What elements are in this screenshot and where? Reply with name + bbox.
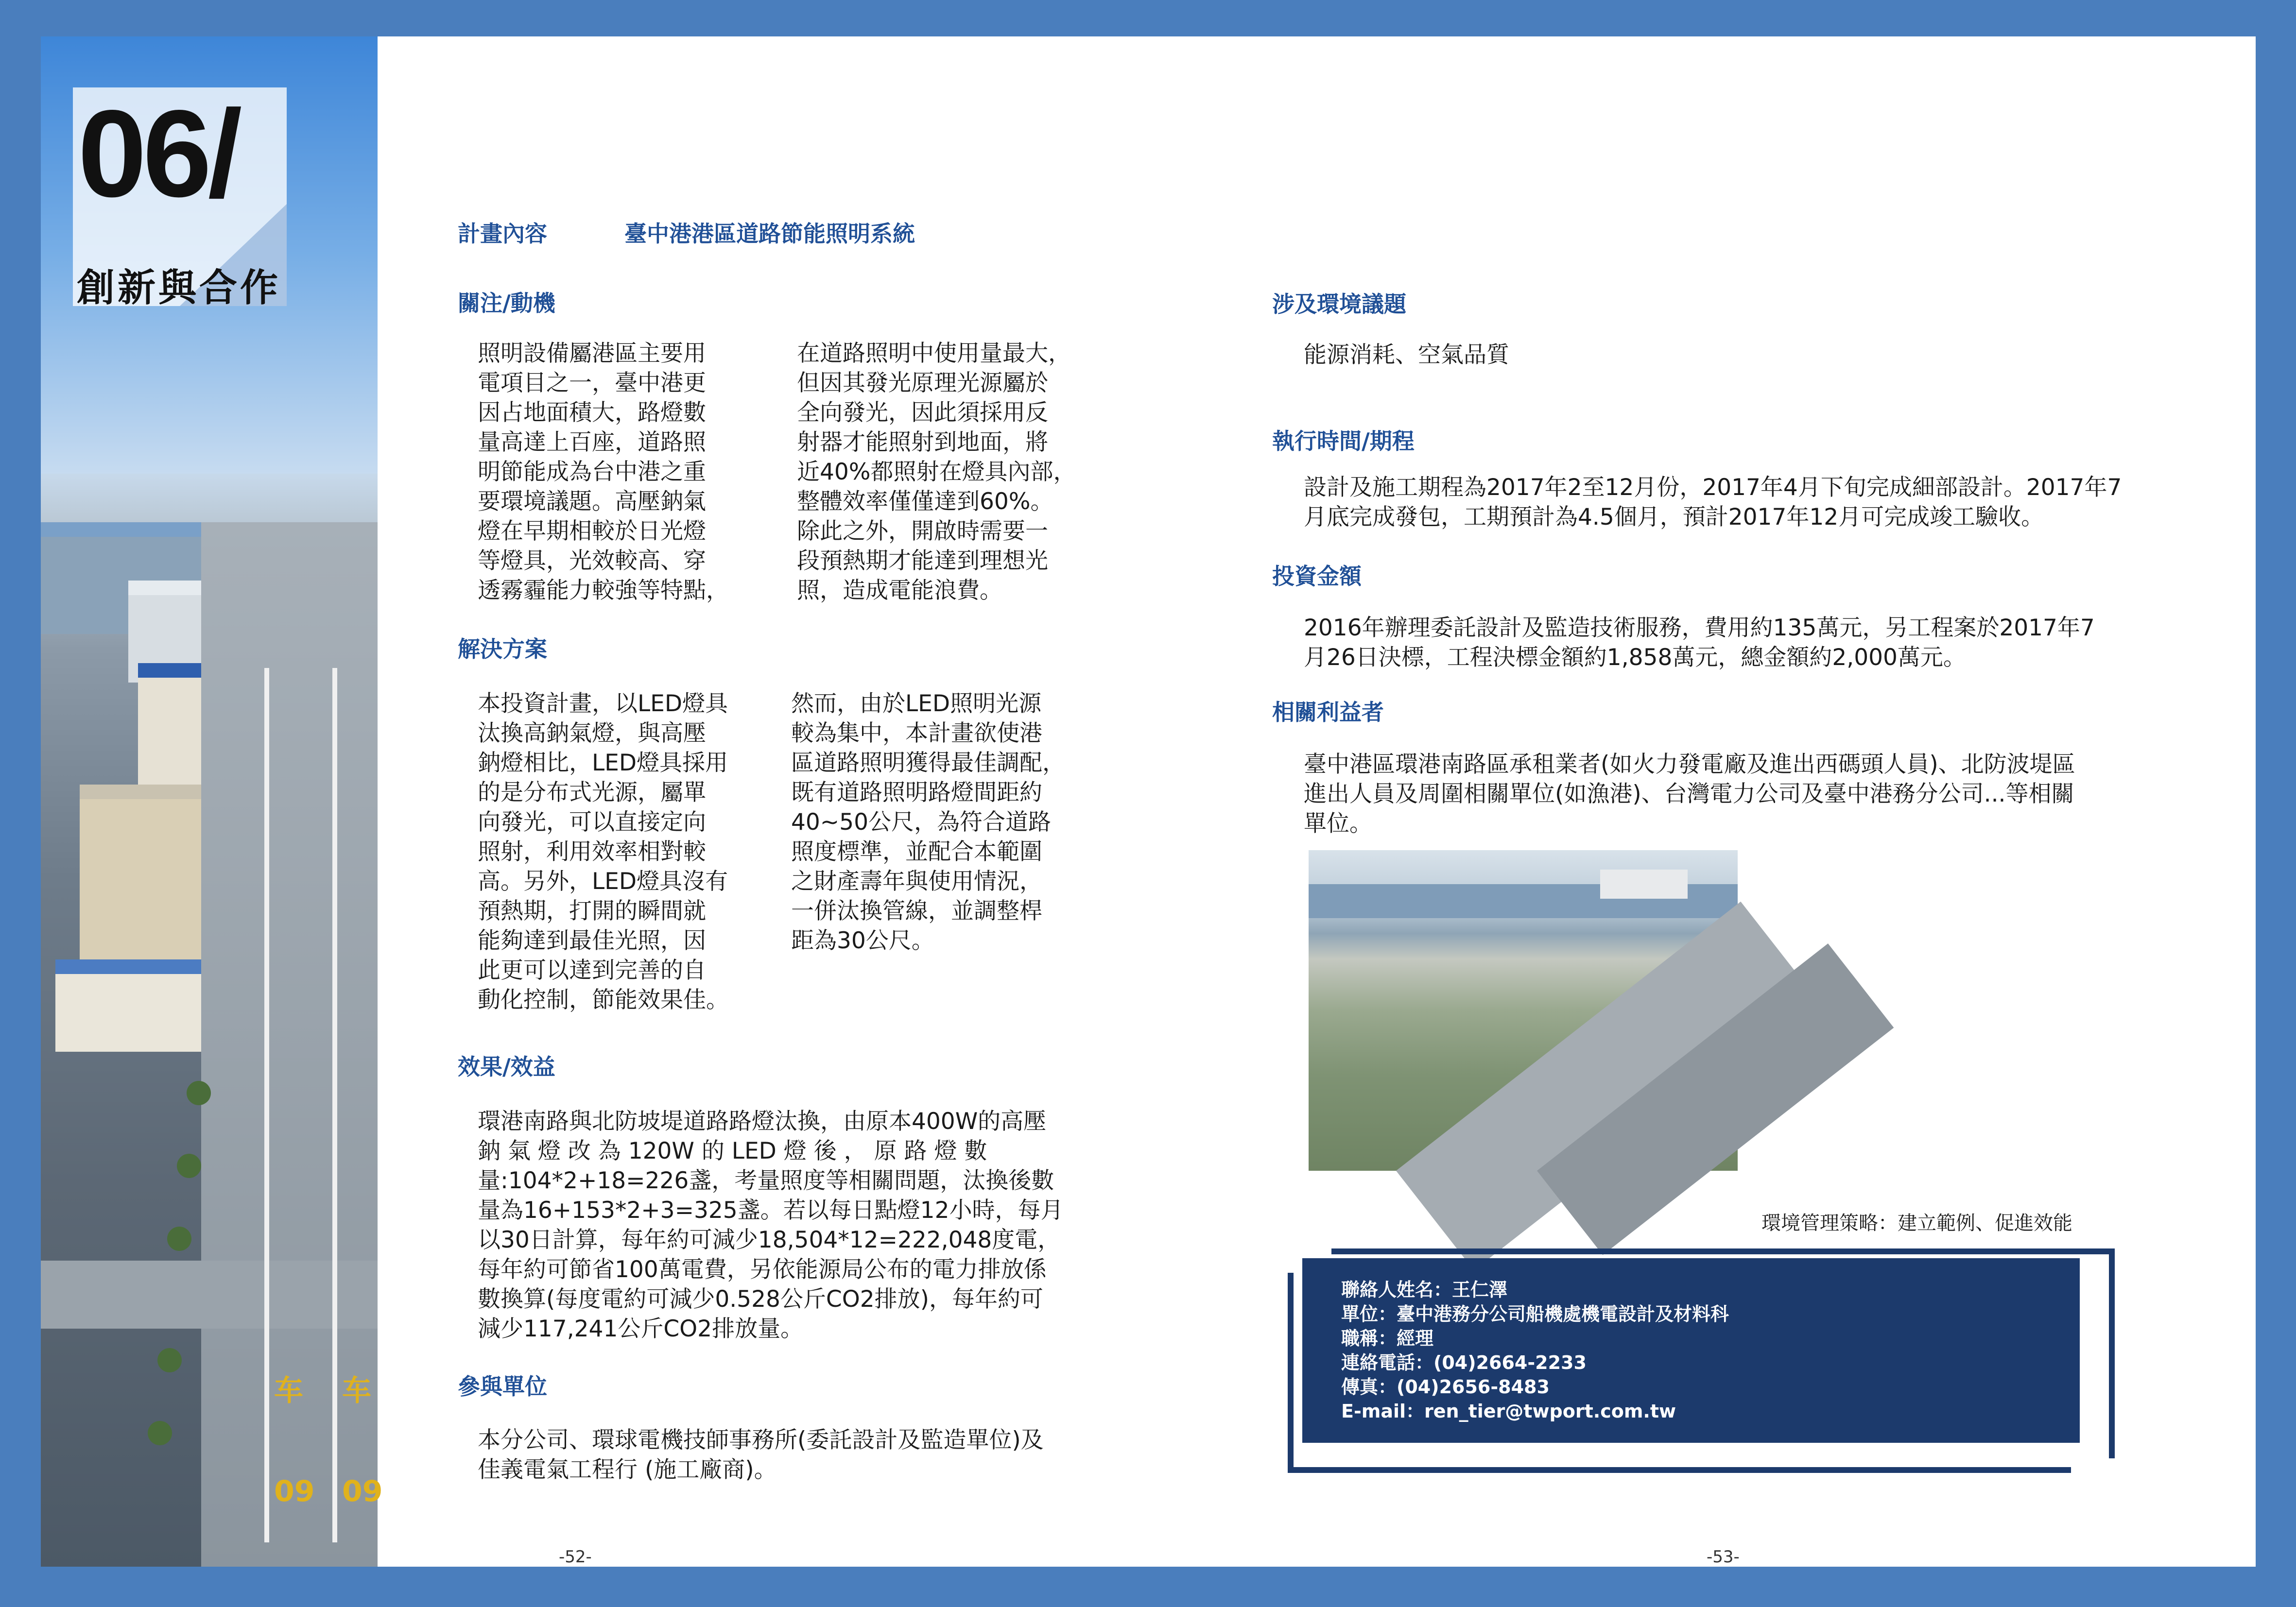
schedule-text: 設計及施工期程為2017年2至12月份，2017年4月下旬完成細部設計。2017年7 月底完成發包，工期預計為4.5個月，預計2017年12月可完成竣工驗收。 — [1304, 474, 2122, 530]
stakeholders-heading: 相關利益者 — [1272, 699, 1384, 725]
harbor-aerial-photo: 车 车 09 09 — [41, 36, 378, 1567]
contact-name: 聯絡人姓名：王仁澤 — [1341, 1279, 1508, 1300]
investment-heading: 投資金額 — [1272, 563, 1362, 589]
stakeholders-text: 臺中港區環港南路區承租業者(如火力發電廠及進出西碼頭人員)、北防波堤區 進出人員及周圍相關單位(如漁港)、台灣電力公司及臺中港務分公司...等相關 單位。 — [1304, 751, 2075, 837]
contact-box — [1302, 1258, 2080, 1443]
harbor-road-photo — [1309, 850, 1738, 1171]
motivation-col1: 照明設備屬港區主要用 電項目之一，臺中港更 因占地面積大，路燈數 量高達上百座，道路照 明節能成為台中港之重 要環境議題。高壓鈉氣 燈在早期相較於日光燈 等燈具，光效較高、穿 透霧霾能力較強等特點， — [478, 340, 729, 604]
chapter-number: 06/ — [78, 85, 239, 223]
contact-fax: 傳真：(04)2656-8483 — [1341, 1376, 1550, 1398]
solution-col2: 然而，由於LED照明光源 較為集中，本計畫欲使港 區道路照明獲得最佳調配， 既有道路照明路燈間距約 40~50公尺，為符合道路 照度標準，並配合本範圍 之財產壽年與使用情況， 一併汰換管線，並調整桿 距為30公尺。 — [791, 690, 1065, 954]
participants-heading: 參與單位 — [458, 1373, 547, 1400]
results-text: 環港南路與北防坡堤道路路燈汰換，由原本400W的高壓 鈉 氣 燈 改 為 120W 的 LED 燈 後 ， 原 路 燈 數 量:104*2+18=226盞，考量照度等相關問題，汰換後數 量為16+153*2+3=325盞。若以每日點燈12小時，每月 以30日計算，每年約可減少18,504*12=222,048度電， 每年約可節省100萬電費，另依能源局公布的電力排放係 數換算(每度電約可減少0.528公斤CO2排放)，每年約可 減少117,241公斤CO2排放量。 — [478, 1108, 1064, 1342]
motivation-col2: 在道路照明中使用量最大， 但因其發光原理光源屬於 全向發光，因此須採用反 射器才能照射到地面，將 近40%都照射在燈具內部， 整體效率僅僅達到60%。 除此之外，開啟時需要一 段預熱期才能達到理想光 照，造成電能浪費。 — [797, 340, 1076, 604]
contact-email[interactable]: E-mail：ren_tier@twport.com.tw — [1341, 1401, 1676, 1422]
contact-unit: 單位：臺中港務分公司船機處機電設計及材料科 — [1341, 1303, 1729, 1325]
strategy-note: 環境管理策略：建立範例、促進效能 — [1761, 1212, 2072, 1234]
project-name: 臺中港港區道路節能照明系統 — [624, 221, 915, 247]
motivation-heading: 關注/動機 — [458, 290, 555, 316]
participants-text: 本分公司、環球電機技師事務所(委託設計及監造單位)及 佳義電氣工程行 (施工廠商)。 — [478, 1427, 1044, 1483]
chapter-title: 創新與合作 — [77, 266, 281, 310]
contact-title: 職稱：經理 — [1341, 1328, 1434, 1349]
page-number-right: -53- — [1707, 1547, 1740, 1567]
contact-phone: 連絡電話：(04)2664-2233 — [1341, 1352, 1587, 1373]
solution-heading: 解決方案 — [458, 636, 547, 662]
investment-text: 2016年辦理委託設計及監造技術服務，費用約135萬元，另工程案於2017年7 月26日決標，工程決標金額約1,858萬元，總金額約2,000萬元。 — [1304, 615, 2095, 671]
results-heading: 效果/效益 — [458, 1054, 555, 1080]
schedule-heading: 執行時間/期程 — [1272, 428, 1415, 454]
solution-col1: 本投資計畫，以LED燈具 汰換高鈉氣燈，與高壓 鈉燈相比，LED燈具採用 的是分布式光源，屬單 向發光，可以直接定向 照射，利用效率相對較 高。另外，LED燈具沒有 預熱期，打開的瞬間就 能夠達到最佳光照，因 此更可以達到完善的自 動化控制，節能效果佳。 — [478, 690, 729, 1013]
env-issue-heading: 涉及環境議題 — [1272, 291, 1406, 317]
page-number-left: -52- — [559, 1547, 592, 1567]
env-issue-text: 能源消耗、空氣品質 — [1304, 342, 1509, 368]
project-label: 計畫內容 — [458, 221, 547, 247]
